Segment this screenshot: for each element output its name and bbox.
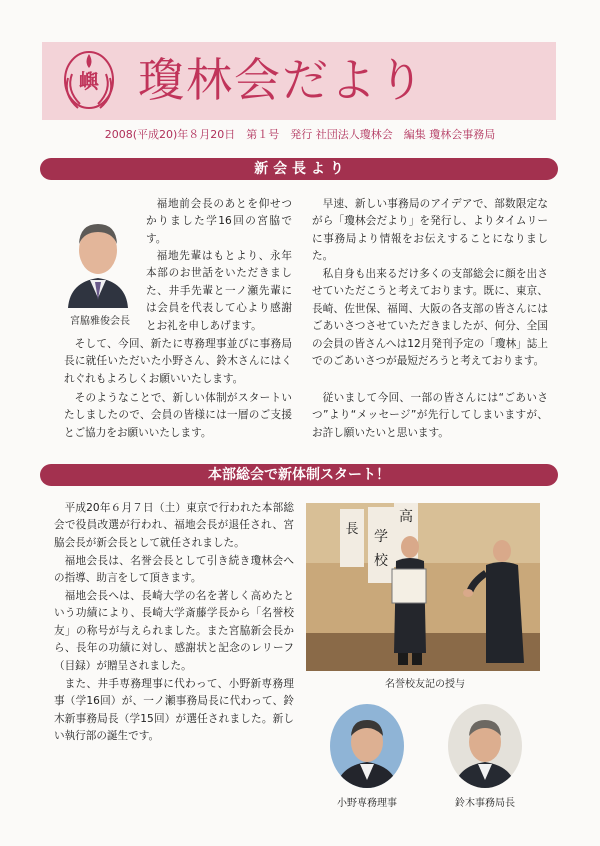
section-heading-new-president: 新 会 長 よ り [40, 158, 558, 180]
section1-right-p2: 私自身も出来るだけ多くの支部総会に顔を出させていただこうと考えております。既に、東京、長崎、佐世保、福岡、大阪の各支部の皆さんにはごあいさつさせていただきましたが、何分、全国の会員の皆さんへは12月発刊予定の「瓊林」誌上でのごあいさつが最短だろうと考えております。 [312, 268, 548, 368]
section2-p4: また、井手専務理事に代わって、小野新専務理事（学16回）が、一ノ瀬事務局長に代わって、鈴木新事務局長（学15回）が選任されました。新しい執行部の誕生です。 [54, 678, 294, 743]
banner-char: 高 [399, 509, 413, 525]
ono-caption: 小野専務理事 [337, 798, 397, 809]
president-portrait [64, 200, 132, 308]
svg-text:嶼: 嶼 [79, 69, 99, 93]
section1-right-p1: 早速、新しい事務局のアイデアで、部数限定ながら「瓊林会だより」を発行し、よりタイムリーに事務局より情報をお伝えすることになりました。 [312, 198, 548, 263]
newsletter-title: 瓊林会だより [138, 53, 426, 107]
suzuki-portrait [448, 704, 522, 788]
ono-portrait [330, 704, 404, 788]
banner-char: 長 [345, 522, 359, 537]
suzuki-caption: 鈴木事務局長 [455, 798, 515, 809]
section2-p1: 平成20年６月７日（土）東京で行われた本部総会で役員改選が行われ、福地会長が退任され、宮脇会長が新会長として就任されました。 [54, 502, 294, 549]
section2-p3: 福地会長へは、長崎大学の名を著しく高めたという功績により、長崎大学斎藤学長から「名誉校友」の称号が与えられました。また宮脇新会長から、長年の功績に対し、感謝状と記念のレリーフ（目録）が贈呈されました。 [54, 590, 294, 672]
section-heading-new-structure: 本部総会で新体制スタート！ [40, 464, 558, 486]
section1-right-p3: 従いまして今回、一部の皆さんには“ごあいさつ”より“メッセージ”が先行してしまいますが、お許し願いたいと思います。 [312, 392, 548, 439]
banner-char: 校 [374, 553, 388, 569]
banner-char: 学 [374, 529, 388, 545]
publication-info: 2008(平成20)年８月20日 第１号 発行 社団法人瓊林会 編集 瓊林会事務局 [104, 128, 496, 141]
section2-p2: 福地会長は、名誉会長として引き続き瓊林会への指導、助言をして頂きます。 [54, 555, 294, 585]
award-ceremony-photo [306, 503, 540, 671]
phoenix-logo-icon [60, 50, 118, 114]
section1-left-p2: 福地先輩はもとより、永年本部のお世話をいただきました、井手先輩と一ノ瀬先輩には会員を代表して心より感謝とお礼を申しあげます。 [146, 250, 292, 332]
section1-left-p4: そのようなことで、新しい体制がスタートいたしましたので、会員の皆様には一層のご支援とご協力をお願いいたします。 [64, 392, 292, 439]
section1-intro-text: 福地前会長のあとを仰せつかりました学16回の宮脇です。 [146, 198, 292, 245]
president-caption: 宮脇雅俊会長 [70, 316, 130, 327]
section1-left-p3: そして、今回、新たに専務理事並びに事務局長に就任いただいた小野さん、鈴木さんにはくれぐれもよろしくお願いいたします。 [64, 338, 292, 385]
award-photo-caption: 名誉校友記の授与 [385, 679, 465, 690]
